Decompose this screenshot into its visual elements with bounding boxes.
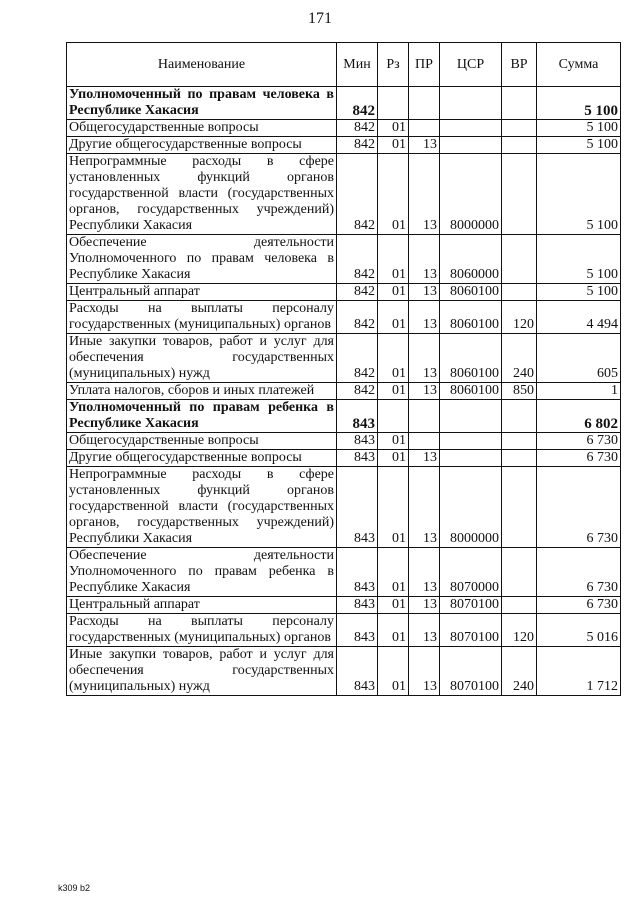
table-row (67, 235, 621, 284)
row-rz: 01 (378, 614, 409, 647)
row-pr: 13 (409, 301, 440, 334)
row-pr (409, 87, 440, 120)
row-csr: 8070100 (440, 614, 502, 647)
row-min: 842 (337, 334, 378, 383)
table-row (67, 120, 621, 137)
row-vr (502, 87, 537, 120)
row-name: Расходы на выплаты персоналу государственных (муниципальных) органов (67, 614, 337, 647)
row-csr: 8060100 (440, 301, 502, 334)
row-vr: 120 (502, 301, 537, 334)
row-pr: 13 (409, 137, 440, 154)
row-csr (440, 450, 502, 467)
row-vr (502, 548, 537, 597)
table-row (67, 400, 621, 433)
row-rz: 01 (378, 154, 409, 235)
row-vr (502, 400, 537, 433)
row-min: 843 (337, 548, 378, 597)
row-csr: 8060100 (440, 284, 502, 301)
row-min: 843 (337, 647, 378, 696)
row-pr: 13 (409, 467, 440, 548)
row-rz: 01 (378, 334, 409, 383)
row-name: Уполномоченный по правам ребенка в Республике Хакасия (67, 400, 337, 433)
row-csr: 8070000 (440, 548, 502, 597)
row-min: 842 (337, 137, 378, 154)
row-pr: 13 (409, 614, 440, 647)
row-rz: 01 (378, 137, 409, 154)
row-name: Центральный аппарат (67, 284, 337, 301)
row-pr (409, 400, 440, 433)
header-min: Мин (337, 43, 378, 87)
table-row (67, 433, 621, 450)
table-row (67, 301, 621, 334)
table-row (67, 334, 621, 383)
row-csr (440, 137, 502, 154)
row-name: Другие общегосударственные вопросы (67, 137, 337, 154)
row-name: Расходы на выплаты персоналу государственных (муниципальных) органов (67, 301, 337, 334)
row-sum: 5 100 (537, 120, 621, 137)
row-min: 842 (337, 235, 378, 284)
row-csr (440, 120, 502, 137)
row-vr: 240 (502, 334, 537, 383)
row-rz: 01 (378, 548, 409, 597)
row-csr: 8060100 (440, 334, 502, 383)
page-number: 171 (308, 10, 332, 27)
row-vr (502, 137, 537, 154)
row-vr (502, 154, 537, 235)
header-name: Наименование (67, 43, 337, 87)
row-min: 842 (337, 284, 378, 301)
table-row (67, 137, 621, 154)
table-row (67, 87, 621, 120)
row-sum: 6 730 (537, 433, 621, 450)
table-row (67, 154, 621, 235)
row-rz: 01 (378, 301, 409, 334)
row-csr (440, 433, 502, 450)
row-vr: 120 (502, 614, 537, 647)
row-sum: 6 730 (537, 467, 621, 548)
row-csr: 8000000 (440, 154, 502, 235)
row-vr (502, 235, 537, 284)
row-rz: 01 (378, 235, 409, 284)
row-pr: 13 (409, 235, 440, 284)
row-csr (440, 400, 502, 433)
row-min: 843 (337, 597, 378, 614)
table-row (67, 467, 621, 548)
row-min: 842 (337, 87, 378, 120)
budget-table (66, 42, 621, 696)
table-row (67, 450, 621, 467)
row-csr (440, 87, 502, 120)
row-name: Непрограммные расходы в сфере установленных функций органов государственной власти (государственных органов, государственных учреждений) Республики Хакасия (67, 154, 337, 235)
table-row (67, 548, 621, 597)
row-name: Иные закупки товаров, работ и услуг для обеспечения государственных (муниципальных) нужд (67, 647, 337, 696)
row-vr (502, 284, 537, 301)
table-body (67, 87, 621, 696)
header-csr: ЦСР (440, 43, 502, 87)
row-rz: 01 (378, 120, 409, 137)
row-pr (409, 120, 440, 137)
row-pr: 13 (409, 647, 440, 696)
row-min: 842 (337, 120, 378, 137)
row-name: Непрограммные расходы в сфере установленных функций органов государственной власти (государственных органов, государственных учреждений) Республики Хакасия (67, 467, 337, 548)
row-name: Уполномоченный по правам человека в Республике Хакасия (67, 87, 337, 120)
footer-code: k309 b2 (58, 883, 91, 893)
row-rz: 01 (378, 597, 409, 614)
row-name: Другие общегосударственные вопросы (67, 450, 337, 467)
table-row (67, 597, 621, 614)
row-rz: 01 (378, 433, 409, 450)
row-sum: 5 100 (537, 235, 621, 284)
row-name: Общегосударственные вопросы (67, 433, 337, 450)
table-row (67, 284, 621, 301)
row-rz: 01 (378, 467, 409, 548)
row-csr: 8070100 (440, 647, 502, 696)
row-sum: 5 100 (537, 137, 621, 154)
row-sum: 6 730 (537, 548, 621, 597)
row-min: 843 (337, 614, 378, 647)
row-name: Центральный аппарат (67, 597, 337, 614)
row-pr: 13 (409, 597, 440, 614)
header-vr: ВР (502, 43, 537, 87)
row-csr: 8060100 (440, 383, 502, 400)
row-vr (502, 597, 537, 614)
row-min: 843 (337, 450, 378, 467)
row-sum: 6 730 (537, 597, 621, 614)
row-min: 843 (337, 467, 378, 548)
row-vr: 850 (502, 383, 537, 400)
header-rz: Рз (378, 43, 409, 87)
row-min: 842 (337, 301, 378, 334)
header-pr: ПР (409, 43, 440, 87)
row-name: Обеспечение деятельности Уполномоченного по правам человека в Республике Хакасия (67, 235, 337, 284)
row-pr: 13 (409, 383, 440, 400)
row-pr: 13 (409, 284, 440, 301)
row-name: Иные закупки товаров, работ и услуг для обеспечения государственных (муниципальных) нужд (67, 334, 337, 383)
row-vr (502, 433, 537, 450)
row-rz: 01 (378, 450, 409, 467)
row-pr (409, 433, 440, 450)
row-sum: 6 802 (537, 400, 621, 433)
table-row (67, 614, 621, 647)
row-sum: 1 712 (537, 647, 621, 696)
table-row (67, 647, 621, 696)
row-sum: 5 100 (537, 284, 621, 301)
header-sum: Сумма (537, 43, 621, 87)
row-pr: 13 (409, 334, 440, 383)
row-pr: 13 (409, 154, 440, 235)
row-vr (502, 450, 537, 467)
row-csr: 8060000 (440, 235, 502, 284)
row-rz: 01 (378, 383, 409, 400)
row-sum: 5 100 (537, 87, 621, 120)
row-min: 843 (337, 400, 378, 433)
row-min: 842 (337, 383, 378, 400)
row-sum: 5 100 (537, 154, 621, 235)
row-csr: 8070100 (440, 597, 502, 614)
row-rz (378, 87, 409, 120)
row-sum: 605 (537, 334, 621, 383)
table-header-row (67, 43, 621, 87)
row-vr (502, 467, 537, 548)
row-pr: 13 (409, 450, 440, 467)
row-min: 842 (337, 154, 378, 235)
row-name: Обеспечение деятельности Уполномоченного по правам ребенка в Республике Хакасия (67, 548, 337, 597)
row-name: Уплата налогов, сборов и иных платежей (67, 383, 337, 400)
row-rz: 01 (378, 647, 409, 696)
row-rz (378, 400, 409, 433)
row-sum: 1 (537, 383, 621, 400)
table-row (67, 383, 621, 400)
row-sum: 5 016 (537, 614, 621, 647)
row-csr: 8000000 (440, 467, 502, 548)
row-rz: 01 (378, 284, 409, 301)
row-vr (502, 120, 537, 137)
row-sum: 6 730 (537, 450, 621, 467)
row-vr: 240 (502, 647, 537, 696)
row-name: Общегосударственные вопросы (67, 120, 337, 137)
row-min: 843 (337, 433, 378, 450)
row-sum: 4 494 (537, 301, 621, 334)
row-pr: 13 (409, 548, 440, 597)
